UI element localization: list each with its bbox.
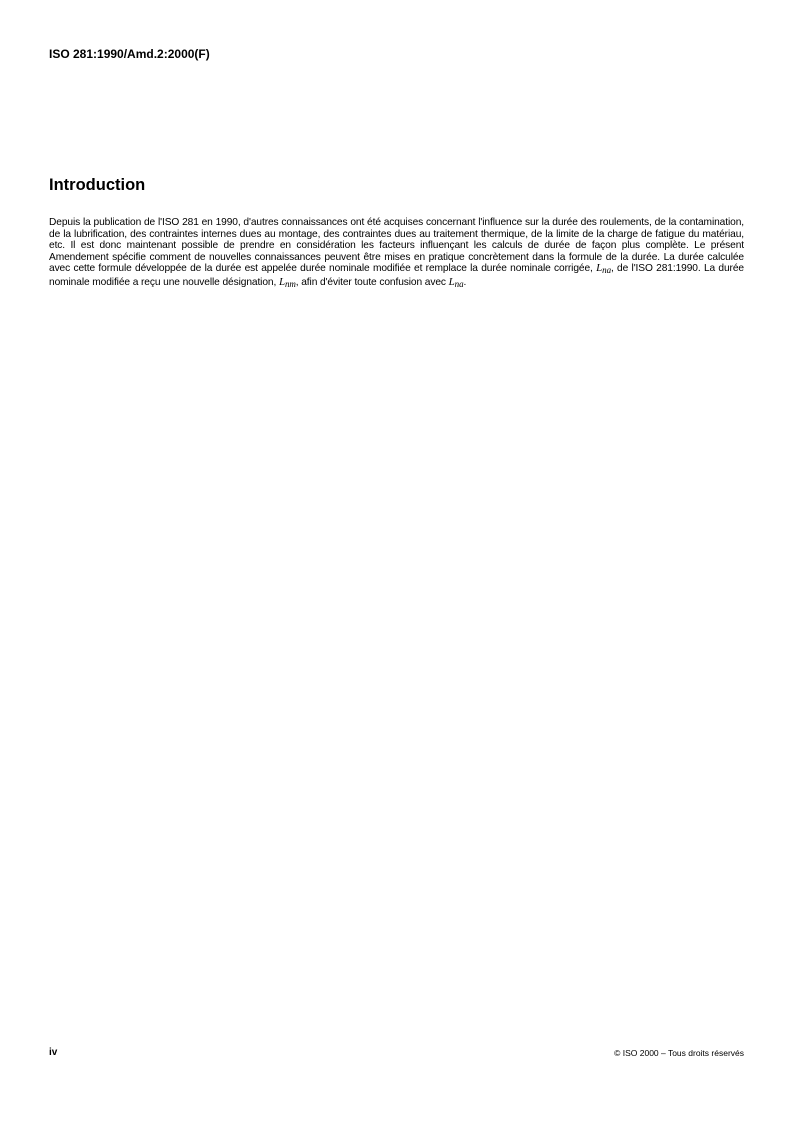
copyright-notice: © ISO 2000 – Tous droits réservés xyxy=(614,1048,744,1058)
page-number: iv xyxy=(49,1047,58,1058)
paragraph-text: Depuis la publication de l'ISO 281 en 1990, d'autres connaissances ont été acquises concernant l'influence sur la durée des roulements, de la contamination, de la lubrification, des contraintes internes dues au montage, des contraintes dues au traitement thermique, de la limite de la charge de fatigue du matériau, etc. Il est donc maintenant possible de prendre en considération les facteurs influençant les calculs de durée de façon plus complète. Le présent Amendement spécifie comment de nouvelles connaissances peuvent être mises en pratique concrètement dans la formule de la durée. La durée calculée avec cette formule développée de la durée est appelée durée nominale modifiée et remplace la durée nominale corrigée, xyxy=(49,217,744,275)
introduction-paragraph xyxy=(49,217,744,291)
paragraph-text: , afin d'éviter toute confusion avec xyxy=(295,276,449,288)
symbol-lna: $L_{na}$ xyxy=(448,275,464,289)
symbol-lna: $L_{na}$ xyxy=(596,262,611,276)
paragraph-text: , de l'ISO 281:1990. La durée nominale modifiée a reçu une nouvelle désignation, xyxy=(49,263,744,288)
paragraph-text: . xyxy=(463,276,467,288)
symbol-lnm: $L_{nm}$ xyxy=(278,275,296,289)
document-identifier: ISO 281:1990/Amd.2:2000(F) xyxy=(49,47,210,61)
section-title: Introduction xyxy=(49,176,146,194)
